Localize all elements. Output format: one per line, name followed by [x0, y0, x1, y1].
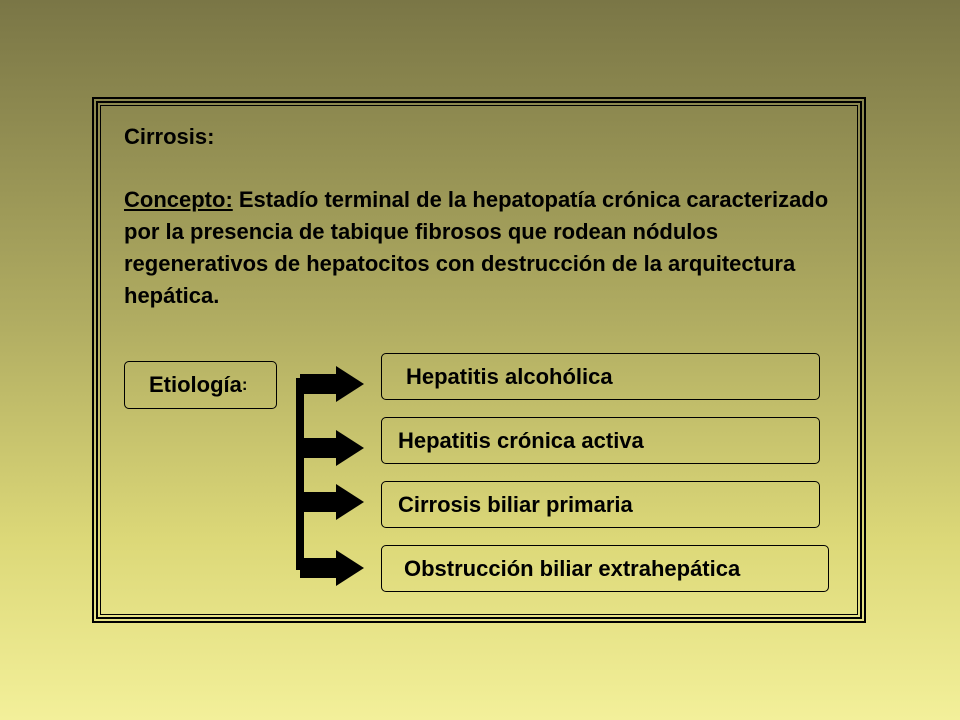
- etiology-item-4: [381, 545, 829, 592]
- etiology-label: Etiología: [149, 372, 242, 397]
- bracket-vertical-bar: [296, 378, 304, 570]
- arrow-3-icon: [300, 484, 364, 520]
- slide-title: Cirrosis:: [124, 124, 215, 149]
- etiology-item-label: Cirrosis biliar primaria: [398, 491, 633, 517]
- etiology-item-label: Hepatitis crónica activa: [398, 427, 644, 453]
- arrow-2-icon: [300, 430, 364, 466]
- concept-paragraph: [124, 184, 844, 312]
- bracket-arrows: [290, 360, 370, 590]
- etiology-item-label: Hepatitis alcohólica: [406, 363, 613, 389]
- etiology-box: [124, 361, 277, 409]
- arrow-4-icon: [300, 550, 364, 586]
- etiology-item-label: Obstrucción biliar extrahepática: [404, 555, 741, 581]
- concept-label: Concepto:: [124, 187, 233, 212]
- concept-text: Estadío terminal de la hepatopatía crónica caracterizado por la presencia de tabique fibrosos que rodean nódulos regenerativos de hepatocitos con destrucción de la arquitectura hepática.: [124, 187, 829, 308]
- etiology-item-2: [381, 417, 820, 464]
- etiology-item-3: [381, 481, 820, 528]
- etiology-colon: :: [241, 375, 248, 394]
- arrow-1-icon: [300, 366, 364, 402]
- etiology-item-1: [381, 353, 820, 400]
